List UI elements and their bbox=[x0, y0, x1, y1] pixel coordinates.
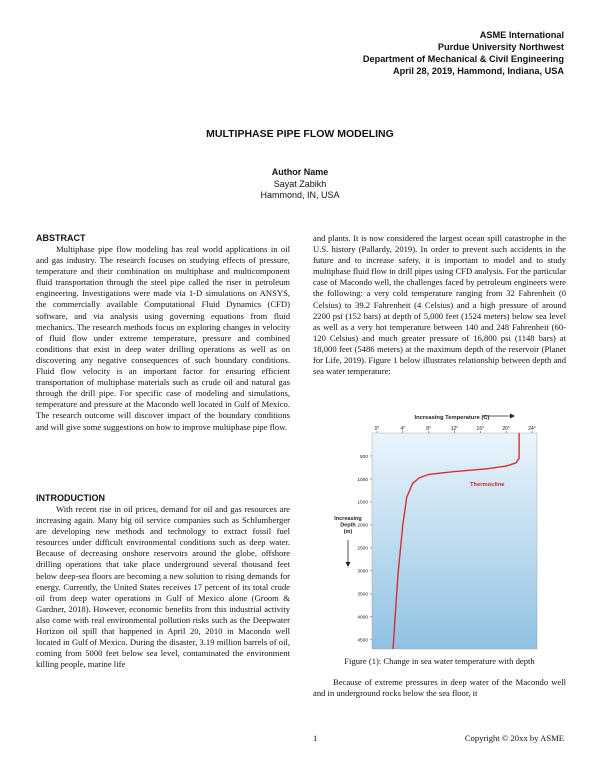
header-line-2: Purdue University Northwest bbox=[437, 42, 564, 52]
copyright-notice: Copyright © 20xx by ASME bbox=[464, 733, 564, 743]
paper-title: MULTIPHASE PIPE FLOW MODELING bbox=[206, 128, 394, 140]
x-tick-label: 20° bbox=[502, 426, 510, 432]
author-location: Hammond, IN, USA bbox=[260, 190, 340, 200]
header-line-1: ASME International bbox=[479, 30, 564, 40]
x-tick-label: 12° bbox=[450, 426, 459, 432]
y-tick-label: 1500 bbox=[357, 500, 368, 506]
author-name: Sayat Zabikh bbox=[273, 178, 327, 189]
after-figure-paragraph: Because of extreme pressures in deep water of the Macondo well and in underground rocks below the sea floor, it bbox=[313, 677, 566, 699]
figure-1 bbox=[322, 402, 562, 652]
y-tick-label: 4000 bbox=[357, 615, 368, 621]
right-column-text bbox=[313, 233, 566, 377]
temperature-depth-chart bbox=[322, 402, 562, 652]
right-column-paragraph: and plants. It is now considered the largest ocean spill catastrophe in the U.S. history (Pallardy, 2019). In order to prevent such accidents in the future and to increase safety, it is important to model and to study multiphase fluid flow in drill pipes using CFD analysis. For the particular case of Macondo well, the challenges faced by petroleum engineers were the following: a very cold temperature ranging from 32 Fahrenheit (0 Celsius) to 39.2 Fahrenheit (4 Celsius) and a high pressure of around 2200 psi (152 bars) at depth of 5,000 feet (1524 meters) below sea level as well as a very hot temperature between 140 and 248 Fahrenheit (60-120 Celsius) and much greater pressure of 16,800 psi (1148 bars) at 18,000 feet (5486 meters) at the maximum depth of the reservoir (Planet for Life, 2019). Figure 1 below illustrates relationship between depth and sea water temperature: bbox=[313, 233, 567, 377]
y-tick-label: 2000 bbox=[357, 523, 368, 529]
y-tick-label: 3000 bbox=[357, 569, 368, 575]
x-tick-label: 4° bbox=[400, 426, 406, 432]
y-tick-label: 500 bbox=[359, 454, 368, 460]
depth-arrow-head bbox=[346, 562, 351, 567]
chart-title: Increasing Temperature (C) bbox=[414, 415, 490, 421]
header-line-4: April 28, 2019, Hammond, Indiana, USA bbox=[392, 66, 564, 76]
y-axis-label: Increasing Depth (m) bbox=[334, 516, 362, 535]
introduction-heading: INTRODUCTION bbox=[36, 493, 105, 503]
temperature-arrow-head bbox=[510, 414, 515, 419]
plot-area bbox=[372, 433, 537, 649]
header-line-3: Department of Mechanical & Civil Engineering bbox=[362, 54, 564, 64]
x-tick-label: 8° bbox=[426, 426, 432, 432]
x-tick-label: 0° bbox=[374, 426, 380, 432]
y-tick-label: 2500 bbox=[357, 546, 368, 552]
conference-header bbox=[363, 29, 564, 77]
y-tick-label: 4500 bbox=[357, 638, 368, 644]
y-tick-label: 3500 bbox=[357, 592, 368, 598]
page-number: 1 bbox=[313, 733, 318, 743]
y-tick-label: 1000 bbox=[357, 477, 368, 483]
x-tick-label: 16° bbox=[476, 426, 485, 432]
figure-caption: Figure (1): Change in sea water temperature with depth bbox=[344, 656, 535, 666]
x-tick-label: 24° bbox=[528, 426, 536, 432]
abstract-body: Multiphase pipe flow modeling has real world applications in oil and gas industry. The research focuses on studying effects of pressure, temperature and their combination on multiphase and multicomponent fluid transportation through the steel pipe called the riser in petroleum engineering. Investigations were made via 1-D simulations on ANSYS, the commercially available Computational Fluid Dynamics (CFD) software, and via analysis using governing equations from fluid mechanics. The research methods focus on exploring changes in velocity of fluid flow under extreme temperature, pressure and combined conditions that exist in deep water drilling operations as well as on discovering any negative consequences of such boundary conditions. Fluid flow velocity is an important factor for ensuring efficient transportation of multiphase materials such as crude oil and natural gas through the drill pipe. For specific case of modeling and simulations, temperature and pressure at the Macondo well located in Gulf of Mexico. The research outcome will discover impact of the boundary conditions and will give some suggestions on how to improve multiphase pipe flow. bbox=[36, 244, 290, 432]
introduction-section bbox=[36, 493, 290, 670]
abstract-heading: ABSTRACT bbox=[36, 233, 86, 243]
thermocline-label: Thermocline bbox=[470, 482, 505, 488]
author-label: Author Name bbox=[271, 167, 329, 177]
author-block bbox=[0, 167, 600, 202]
introduction-body: With recent rise in oil prices, demand for oil and gas resources are increasing again. Many big oil service companies such as Schlumberger are developing new methods and technology to extract fossil fuel resources under difficult environmental conditions such as deep water. Because of decreasing onshore reservoirs around the globe, offshore drilling operations that take place underground several thousand feet below deep-sea floors are becoming a new solution to rising demands for energy. Currently, the United States receives 17 percent of its total crude oil from deep water operations in Gulf of Mexico alone (Groom & Gardner, 2018). However, economic benefits from this industrial activity also come with real environmental pollution risks such as the Deepwater Horizon oil spill that happened in April 20, 2010 in Macondo well located in Gulf of Mexico. During the disaster, 3.19 million barrels of oil, coming from 5000 feet below sea level, contaminated the environment killing people, marine life bbox=[36, 504, 290, 670]
after-figure-text bbox=[313, 677, 566, 699]
abstract-section bbox=[36, 233, 290, 433]
